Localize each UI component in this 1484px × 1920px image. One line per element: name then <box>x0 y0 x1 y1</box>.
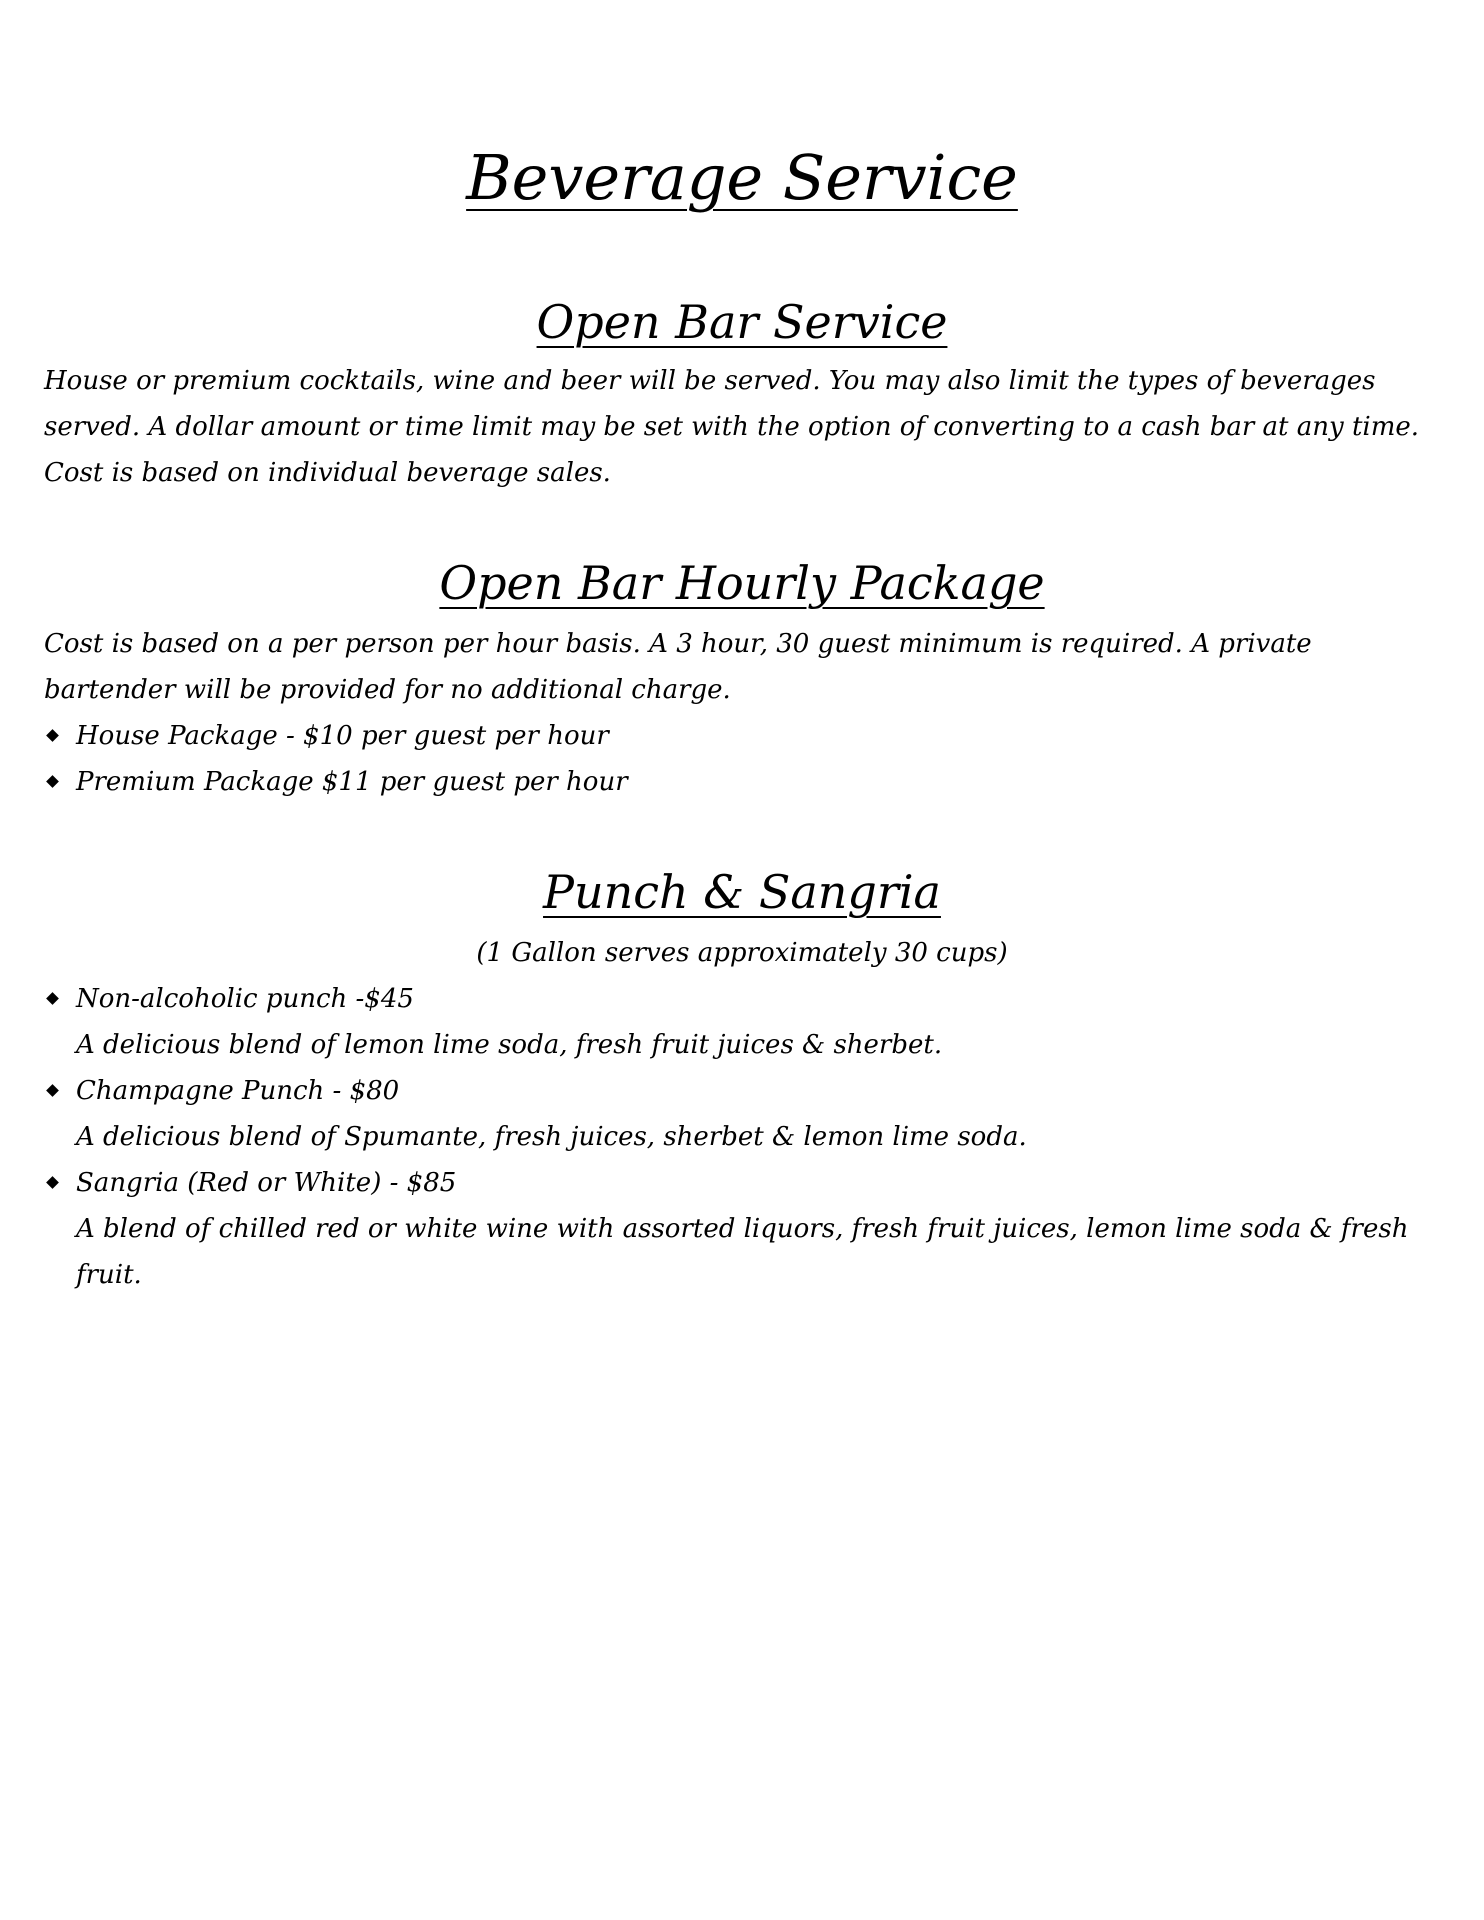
list-item <box>44 976 1444 1068</box>
open-bar-description: House or premium cocktails, wine and beer will be served. You may also limit the types of beverages served. A dollar amount or time limit may be set with the option of converting to a cash bar at any time. Cost is based on individual beverage sales. <box>44 366 1420 488</box>
drink-description: A delicious blend of Spumante, fresh juices, sherbet & lemon lime soda. <box>76 1122 1027 1152</box>
diamond-bullet-icon <box>46 1084 59 1097</box>
drink-description: A blend of chilled red or white wine with assorted liquors, fresh fruit juices, lemon lime soda & fresh fruit. <box>76 1214 1409 1290</box>
drink-label: Non-alcoholic punch -$45 <box>76 984 414 1014</box>
diamond-bullet-icon <box>46 775 59 788</box>
package-label: House Package - $10 per guest per hour <box>76 721 609 751</box>
punch-list <box>44 976 1444 1298</box>
package-label: Premium Package $11 per guest per hour <box>76 767 628 797</box>
drink-label: Champagne Punch - $80 <box>76 1076 400 1106</box>
diamond-bullet-icon <box>46 729 59 742</box>
diamond-bullet-icon <box>46 1176 59 1189</box>
hourly-package-list <box>44 713 1444 805</box>
open-bar-heading: Open Bar Service <box>536 295 948 349</box>
drink-description: A delicious blend of lemon lime soda, fresh fruit juices & sherbet. <box>76 1030 943 1060</box>
serving-note: (1 Gallon serves approximately 30 cups) <box>476 938 1008 968</box>
diamond-bullet-icon <box>46 992 59 1005</box>
list-item <box>44 1068 1444 1160</box>
punch-sangria-heading: Punch & Sangria <box>543 865 941 919</box>
list-item <box>44 759 1444 805</box>
list-item <box>44 713 1444 759</box>
list-item <box>44 1160 1444 1298</box>
page-title: Beverage Service <box>466 141 1018 214</box>
hourly-package-description: Cost is based on a per person per hour basis. A 3 hour, 30 guest minimum is required. A private bartender will be provided for no additional charge. <box>44 629 1312 705</box>
drink-label: Sangria (Red or White) - $85 <box>76 1168 457 1198</box>
hourly-package-heading: Open Bar Hourly Package <box>439 556 1045 610</box>
